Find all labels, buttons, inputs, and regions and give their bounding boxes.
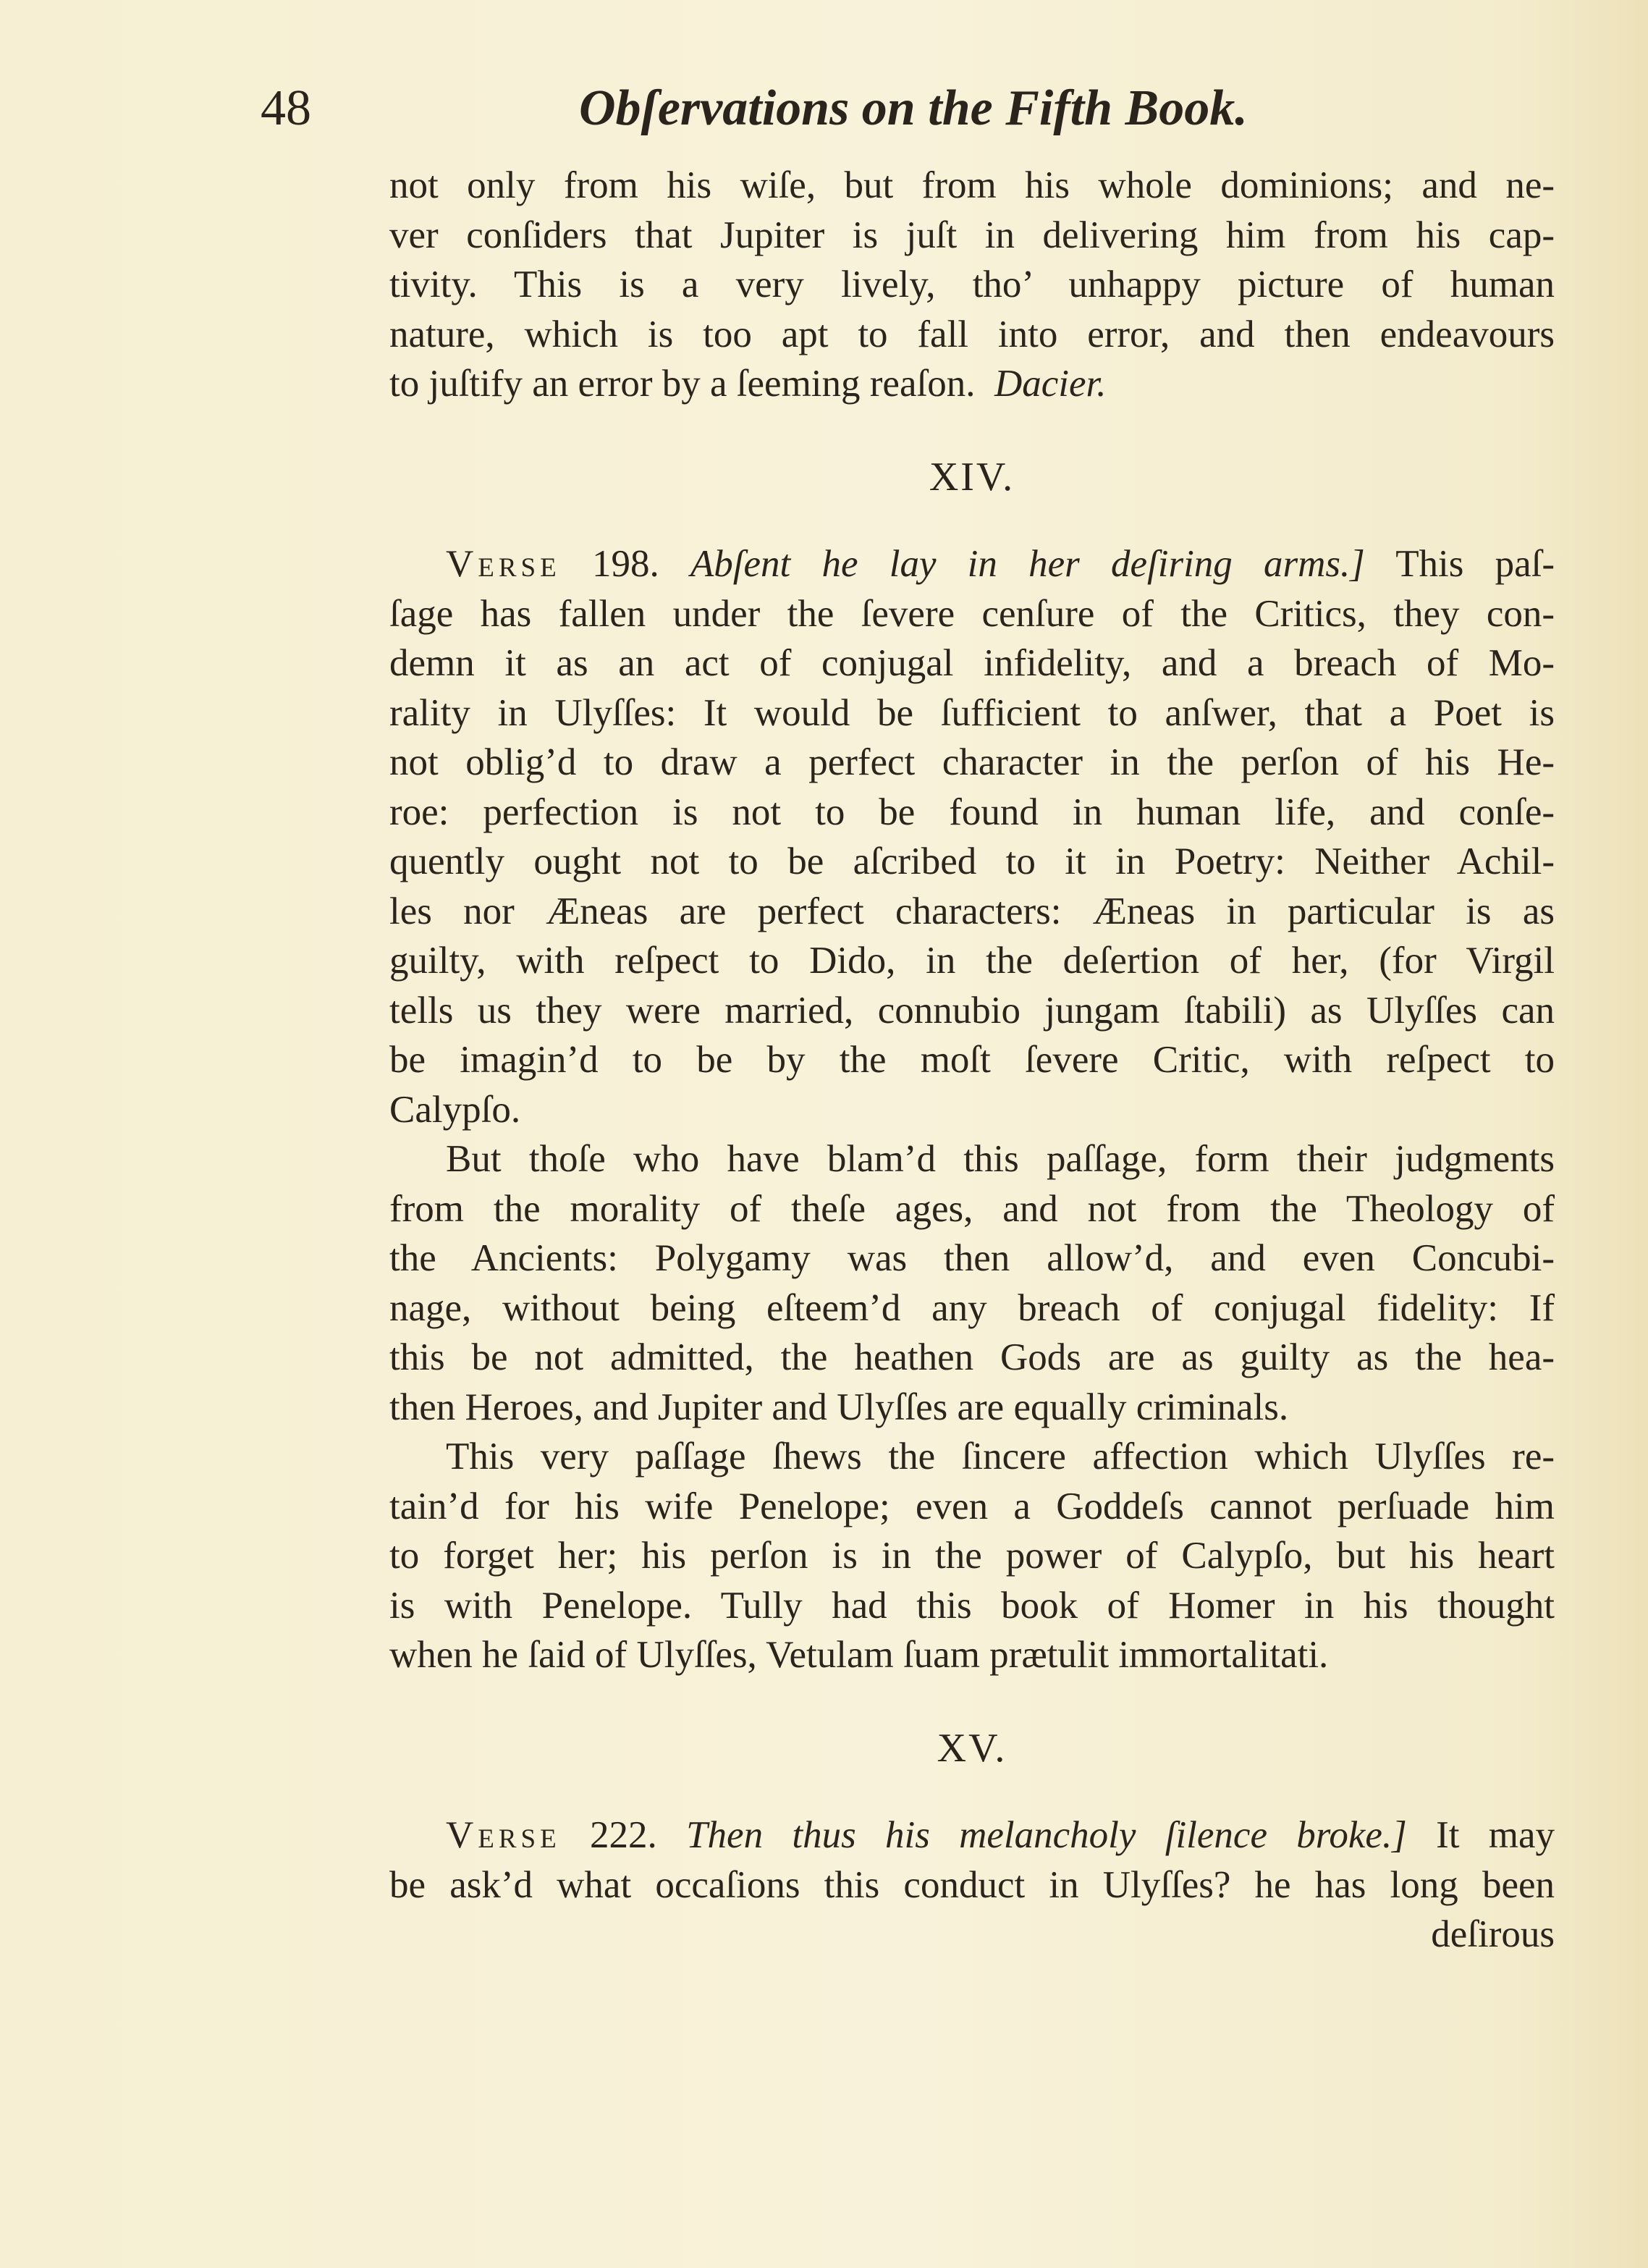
text-line: quently ought not to be aſcribed to it in Poetry: Neither Achil- [389, 840, 1555, 882]
verse-label: Verse [446, 1814, 561, 1856]
text-line [389, 539, 1555, 589]
verse-number: 198. [591, 543, 659, 585]
note-xiv-paragraph-1 [389, 539, 1555, 1134]
page-header [261, 80, 1361, 159]
text-line: this be not admitted, the heathen Gods are as guilty as the hea- [389, 1336, 1555, 1378]
verse-number: 222. [590, 1814, 657, 1856]
catchword: deſirous [1431, 1913, 1555, 1955]
note-xiv-paragraph-2 [389, 1134, 1555, 1432]
text-line: be imagin’d to be by the moſt ſevere Critic, with reſpect to [389, 1039, 1555, 1081]
running-head: Obſervations on the Fifth Book. [579, 80, 1248, 136]
text-line-content: It may [1436, 1814, 1555, 1856]
attribution-dacier: Dacier. [994, 363, 1107, 405]
text-line: guilty, with reſpect to Dido, in the deſertion of her, (for Virgil [389, 940, 1555, 982]
text-line: from the morality of theſe ages, and not from the Theology of [389, 1187, 1555, 1230]
text-line: rality in Ulyſſes: It would be ſufficient to anſwer, that a Poet is [389, 691, 1555, 734]
text-line: tain’d for his wife Penelope; even a Goddeſs cannot perſuade him [389, 1485, 1555, 1527]
text-line: ſage has fallen under the ſevere cenſure of the Critics, they con- [389, 592, 1555, 635]
lemma: Abſent he lay in her deſiring arms.] [690, 543, 1365, 585]
verse-label: Verse [446, 543, 561, 585]
text-line: nature, which is too apt to fall into error, and then endeavours [389, 313, 1555, 355]
text-line [389, 359, 1555, 409]
text-line: be ask’d what occaſions this conduct in Ulyſſes? he has long been [389, 1863, 1555, 1906]
body-text [389, 161, 1555, 1960]
text-line [389, 1810, 1555, 1860]
text-line: This very paſſage ſhews the ſincere affection which Ulyſſes re- [446, 1436, 1555, 1477]
text-line: demn it as an act of conjugal infidelity, and a breach of Mo- [389, 642, 1555, 684]
text-line: nage, without being eſteem’d any breach of conjugal fidelity: If [389, 1286, 1555, 1329]
text-line: But thoſe who have blam’d this paſſage, form their judgments [446, 1138, 1555, 1180]
text-line: ver conſiders that Jupiter is juſt in delivering him from his cap- [389, 214, 1555, 256]
text-line: then Heroes, and Jupiter and Ulyſſes are equally criminals. [389, 1386, 1289, 1428]
text-line: when he ſaid of Ulyſſes, Vetulam ſuam prætulit immortalitati. [389, 1634, 1329, 1676]
text-line-content: This paſ- [1395, 543, 1555, 585]
text-line: tells us they were married, connubio jungam ſtabili) as Ulyſſes can [389, 989, 1555, 1032]
note-xv-paragraph-1 [389, 1810, 1555, 1960]
note-xiv-paragraph-3 [389, 1432, 1555, 1680]
text-line: Calypſo. [389, 1088, 521, 1131]
text-line: roe: perfection is not to be found in human life, and conſe- [389, 791, 1555, 833]
text-line-content: to juſtify an error by a ſeeming reaſon. [389, 363, 976, 405]
text-line: les nor Æneas are perfect characters: Æneas in particular is as [389, 890, 1555, 932]
page-number: 48 [261, 80, 311, 136]
continuation-paragraph [389, 161, 1555, 409]
text-line: not oblig’d to draw a perfect character in the perſon of his He- [389, 741, 1555, 783]
text-line: is with Penelope. Tully had this book of Homer in his thought [389, 1584, 1555, 1627]
text-line: not only from his wiſe, but from his whole dominions; and ne- [389, 164, 1555, 206]
lemma: Then thus his melancholy ſilence broke.] [686, 1814, 1407, 1856]
section-heading-xv: XV. [937, 1725, 1007, 1771]
text-line: tivity. This is a very lively, tho’ unhappy picture of human [389, 264, 1555, 305]
section-heading-xiv: XIV. [929, 454, 1015, 499]
text-line: to forget her; his perſon is in the power of Calypſo, but his heart [389, 1535, 1555, 1577]
text-line: the Ancients: Polygamy was then allow’d, and even Concubi- [389, 1237, 1555, 1279]
